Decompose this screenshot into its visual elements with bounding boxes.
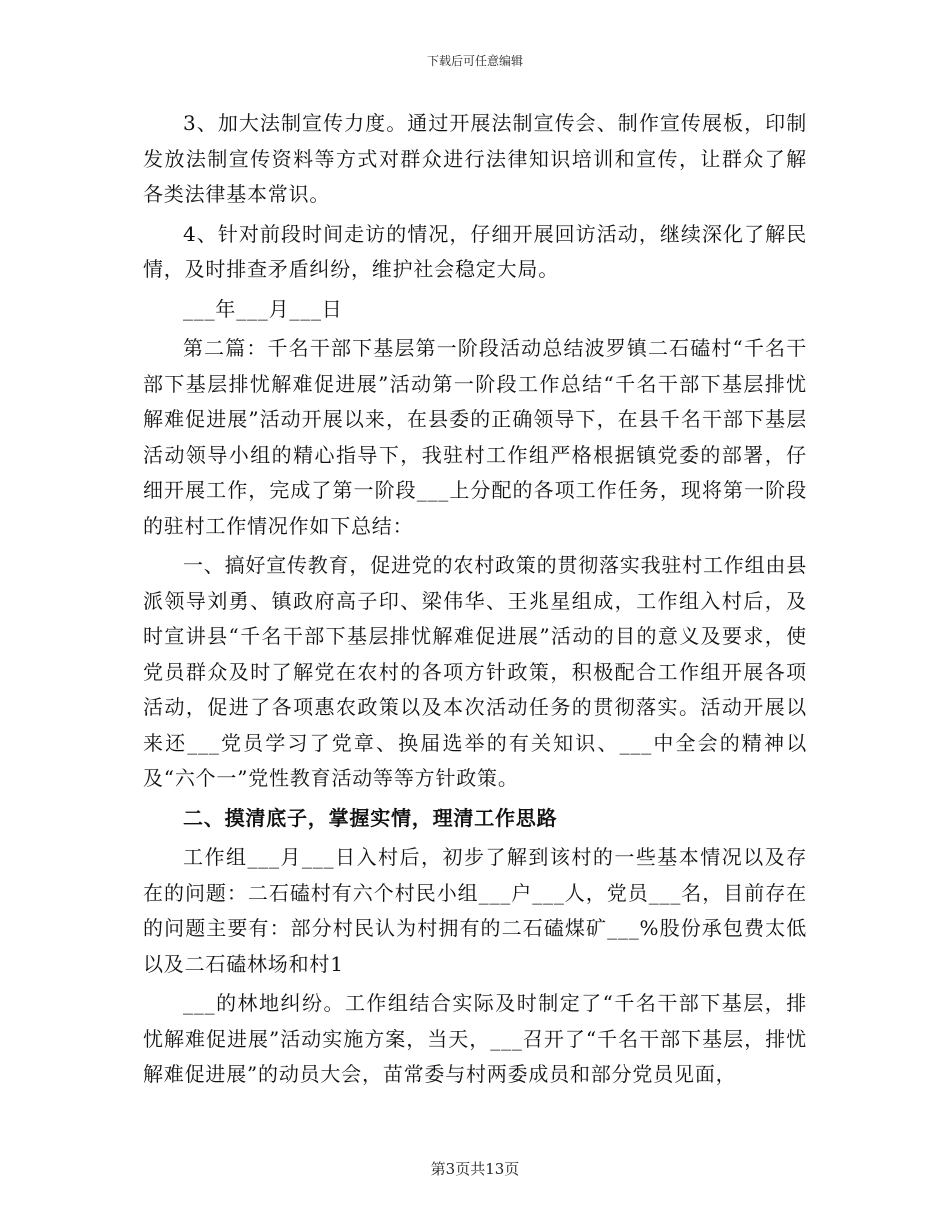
continuation-paragraph: ___的林地纠纷。工作组结合实际及时制定了“千名干部下基层，排忧解难促进展”活动实施方案，当天，___召开了“千名干部下基层，排忧解难促进展”的动员大会，苗常委与村两委成员和部分党员见面，	[143, 991, 807, 1086]
document-body	[143, 106, 807, 1093]
section-one-paragraph: 一、搞好宣传教育，促进党的农村政策的贯彻落实我驻村工作组由县派领导刘勇、镇政府高子印、梁伟华、王兆星组成，工作组入村后，及时宣讲县“千名干部下基层排忧解难促进展”活动的目的意义及要求，使党员群众及时了解党在农村的各项方针政策，积极配合工作组开展各项活动，促进了各项惠农政策以及本次活动任务的贯彻落实。活动开展以来还___党员学习了党章、换届选举的有关知识、___中全会的精神以及“六个一”党性教育活动等等方针政策。	[143, 553, 807, 790]
date-line: ___年___月___日	[183, 296, 343, 321]
section-two-intro: 第二篇：千名干部下基层第一阶段活动总结波罗镇二石磕村“千名干部下基层排忧解难促进展”活动第一阶段工作总结“千名干部下基层排忧解难促进展”活动开展以来，在县委的正确领导下，在县千名干部下基层活动领导小组的精心指导下，我驻村工作组严格根据镇党委的部署，仔细开展工作，完成了第一阶段___上分配的各项工作任务，现将第一阶段的驻村工作情况作如下总结：	[143, 336, 807, 538]
page-header-note: 下载后可任意编辑	[426, 54, 523, 68]
paragraph-item-4: 4、针对前段时间走访的情况，仔细开展回访活动，继续深化了解民情，及时排查矛盾纠纷，维护社会稳定大局。	[143, 221, 807, 281]
section-two-paragraph: 工作组___月___日入村后，初步了解到该村的一些基本情况以及存在的问题：二石磕村有六个村民小组___户___人，党员___名，目前存在的问题主要有：部分村民认为村拥有的二石磕煤矿___%股份承包费太低以及二石磕林场和村1	[143, 845, 807, 976]
paragraph-item-3: 3、加大法制宣传力度。通过开展法制宣传会、制作宣传展板，印制发放法制宣传资料等方式对群众进行法律知识培训和宣传，让群众了解各类法律基本常识。	[143, 111, 807, 206]
section-heading: 二、摸清底子，掌握实情，理清工作思路	[183, 805, 558, 830]
page-number: 第3页共13页	[430, 1160, 520, 1178]
